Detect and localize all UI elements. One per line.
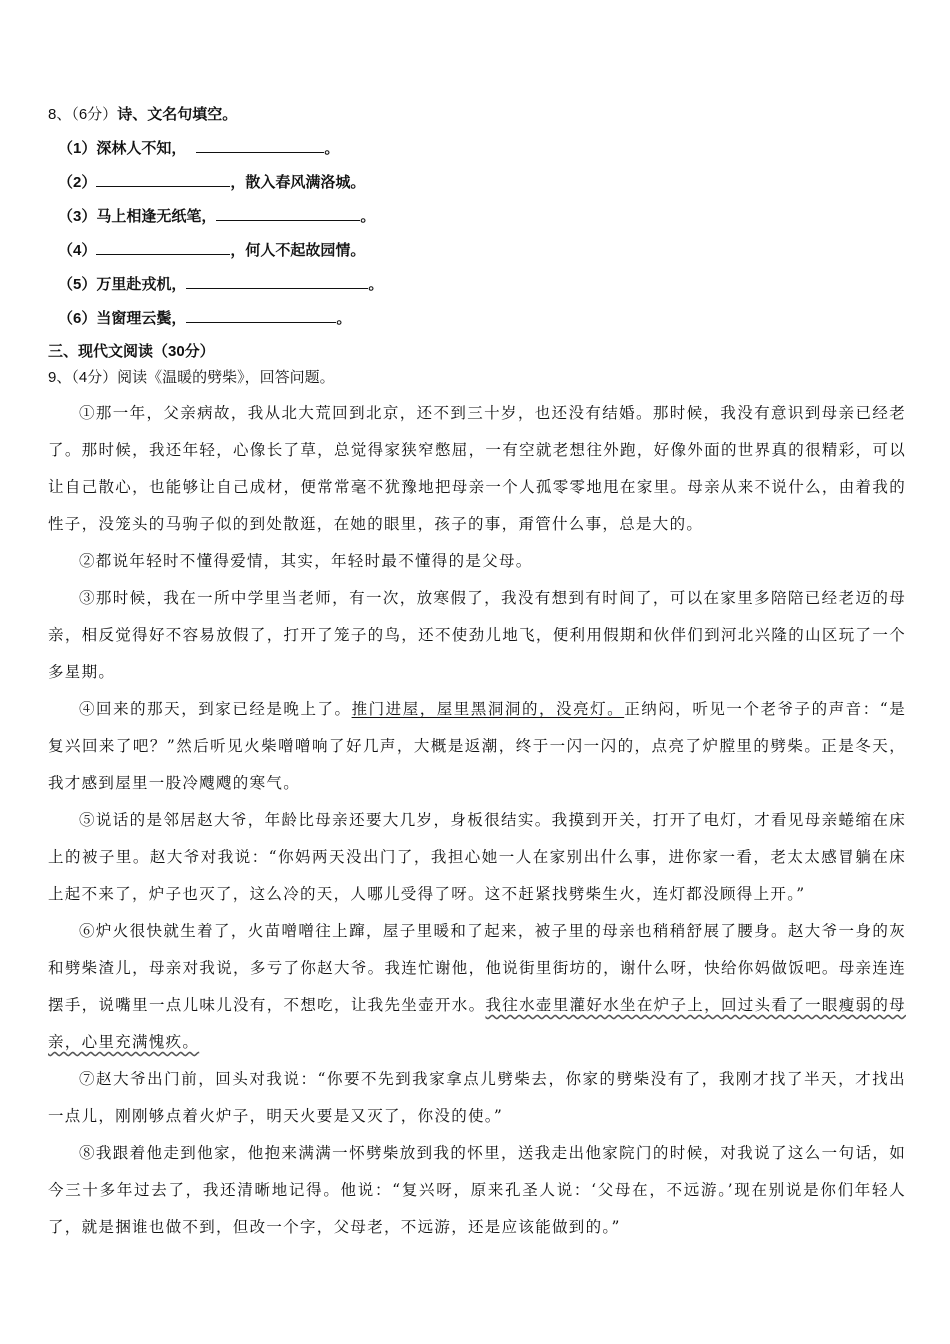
answer-blank-3[interactable] [216,206,360,221]
paragraph-4 [48,691,906,802]
question-9-header: 9、（4分）阅读《温暖的劈柴》，回答问题。 [48,369,335,386]
reading-passage [48,395,906,1246]
fill-item-6 [58,307,351,328]
paragraph-1: ①那一年，父亲病故，我从北大荒回到北京，还不到三十岁，也还没有结婚。那时候，我没有意识到母亲已经老了。那时候，我还年轻，心像长了草，总觉得家狭窄憋屈，一有空就老想往外跑，好像外面的世界真的很精彩，可以让自己散心，也能够让自己成材，便常常毫不犹豫地把母亲一个人孤零零地甩在家里。母亲从来不说什么，由着我的性子，没笼头的马驹子似的到处散逛，在她的眼里，孩子的事，甭管什么事，总是大的。 [48,404,906,533]
answer-blank-5[interactable] [186,274,368,289]
fill-item-2-prefix: （2） [58,174,97,191]
underlined-sentence: 推门进屋，屋里黑洞洞的，没亮灯。 [351,700,625,718]
fill-item-4-suffix: ，何人不起故园情。 [230,242,366,259]
fill-item-2-suffix: ，散入春风满洛城。 [230,174,366,191]
answer-blank-1[interactable] [196,138,324,153]
fill-item-5 [58,273,383,294]
answer-blank-2[interactable] [96,172,230,187]
fill-item-1-prefix: （1）深林人不知， [58,140,187,157]
fill-item-2 [58,171,365,192]
question-8-number: 8、（6分） [48,106,118,123]
question-8-title: 诗、文名句填空。 [117,106,238,123]
paragraph-4-rest: 正纳闷，听见一个老爷子的声音：“是复兴回来了吧？”然后听见火柴噌噌响了好几声，大概是返潮，终于一闪一闪的，点亮了炉膛里的劈柴。正是冬天，我才感到屋里一股冷飕飕的寒气。 [48,700,906,792]
fill-item-3-suffix: 。 [360,208,376,225]
question-8-header [48,103,237,124]
fill-item-1 [58,137,339,158]
fill-item-3-prefix: （3）马上相逢无纸笔， [58,208,217,225]
paragraph-8: ⑧我跟着他走到他家，他抱来满满一怀劈柴放到我的怀里，送我走出他家院门的时候，对我说了这么一句话，如今三十多年过去了，我还清晰地记得。他说：“复兴呀，原来孔圣人说：‘父母在，不远游。’现在别说是你们年轻人了，就是捆谁也做不到，但改一个字，父母老，不远游，还是应该能做到的。” [48,1144,906,1236]
fill-item-3 [58,205,375,226]
fill-item-1-suffix: 。 [324,140,340,157]
fill-item-6-prefix: （6）当窗理云鬓， [58,310,187,327]
fill-item-4-prefix: （4） [58,242,97,259]
paragraph-7: ⑦赵大爷出门前，回头对我说：“你要不先到我家拿点儿劈柴去，你家的劈柴没有了，我刚才找了半天，才找出一点儿，刚刚够点着火炉子，明天火要是又灭了，你没的使。” [48,1070,906,1125]
paragraph-6-body: ⑥炉火很快就生着了，火苗噌噌往上蹿，屋子里暖和了起来，被子里的母亲也稍稍舒展了腰身。赵大爷一身的灰和劈柴渣儿，母亲对我说，多亏了你赵大爷。我连忙谢他，他说街里街坊的，谢什么呀，快给你妈做饭吧。母亲连连摆手，说嘴里一点儿味儿没有，不想吃，让我先坐壶开水。 [48,922,906,1014]
fill-item-4 [58,239,365,260]
paragraph-2: ②都说年轻时不懂得爱情，其实，年轻时最不懂得的是父母。 [79,552,533,570]
fill-item-5-suffix: 。 [368,276,384,293]
paragraph-5: ⑤说话的是邻居赵大爷，年龄比母亲还要大几岁，身板很结实。我摸到开关，打开了电灯，才看见母亲蜷缩在床上的被子里。赵大爷对我说：“你妈两天没出门了，我担心她一人在家别出什么事，进你家一看，老太太感冒躺在床上起不来了，炉子也灭了，这么冷的天，人哪儿受得了呀。这不赶紧找劈柴生火，连灯都没顾得上开。” [48,811,906,903]
paragraph-4-intro: ④回来的那天，到家已经是晚上了。 [79,700,352,718]
section-3-title: 三、现代文阅读（30分） [48,343,215,360]
paragraph-6 [48,913,906,1061]
wavy-underlined-sentence: 我往水壶里灌好水坐在炉子上，回过头看了一眼瘦弱的母亲，心里充满愧疚。 [48,996,906,1051]
fill-item-6-suffix: 。 [336,310,352,327]
answer-blank-6[interactable] [186,308,336,323]
paragraph-3: ③那时候，我在一所中学里当老师，有一次，放寒假了，我没有想到有时间了，可以在家里多陪陪已经老迈的母亲，相反觉得好不容易放假了，打开了笼子的鸟，还不使劲儿地飞，便利用假期和伙伴们到河北兴隆的山区玩了一个多星期。 [48,589,906,681]
answer-blank-4[interactable] [96,240,230,255]
fill-item-5-prefix: （5）万里赴戎机， [58,276,187,293]
